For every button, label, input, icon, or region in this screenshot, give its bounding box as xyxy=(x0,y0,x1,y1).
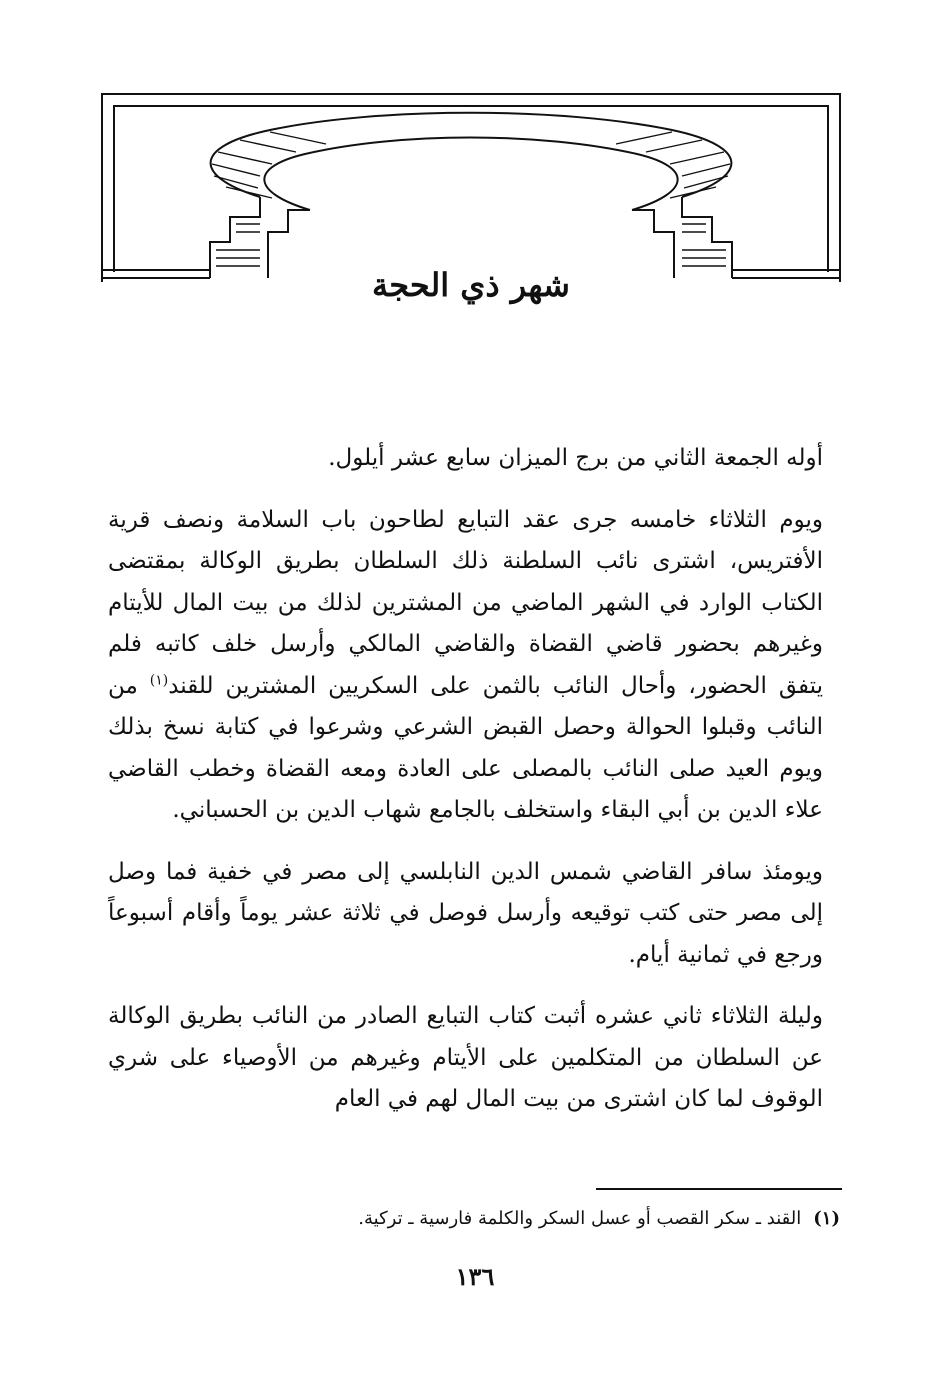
paragraph-4: وليلة الثلاثاء ثاني عشره أثبت كتاب التبايع الصادر من النائب بطريق الوكالة عن السلطان من المتكلمين على الأيتام وغيرهم من الأوصياء على شري الوقوف لما كان اشترى من بيت المال لهم في العام xyxy=(108,1003,823,1112)
paragraph-3: ويومئذ سافر القاضي شمس الدين النابلسي إلى مصر في خفية فما وصل إلى مصر حتى كتب توقيعه وأرسل فوصل في ثلاثة عشر يوماً وأقام أسبوعاً ورجع في ثمانية أيام. xyxy=(108,858,823,968)
body-text xyxy=(108,438,823,1141)
paragraph-1: أوله الجمعة الثاني من برج الميزان سابع عشر أيلول. xyxy=(328,445,823,471)
chapter-title: شهر ذي الحجة xyxy=(372,266,570,304)
page-number: ١٣٦ xyxy=(455,1262,495,1291)
paragraph-2 xyxy=(108,500,823,832)
footnote xyxy=(108,1204,840,1234)
paragraph-2-text: ويوم الثلاثاء خامسه جرى عقد التبايع لطاحون باب السلامة ونصف قرية الأفتريس، اشترى نائب السلطنة ذلك السلطان بطريق الوكالة بمقتضى الكتاب الوارد في الشهر الماضي من المشترين لذلك من بيت المال للأيتام وغيرهم بحضور قاضي القضاة والقاضي المالكي وأرسل خلف كاتبه فلم يتفق الحضور، وأحال النائب بالثمن على السكريين المشترين xyxy=(108,506,824,699)
footnote-text: القند ـ سكر القصب أو عسل السكر والكلمة فارسية ـ تركية. xyxy=(358,1208,802,1229)
decorative-arch-ornament xyxy=(100,92,842,284)
paragraph-2-continuation: من النائب وقبلوا الحوالة وحصل القبض الشرعي وشرعوا في كتابة نسخ بذلك ويوم العيد صلى النائب بالمصلى على العادة ومعه القضاة وخطب القاضي علاء الدين بن أبي البقاء واستخلف بالجامع شهاب الدين بن الحسباني. xyxy=(108,672,824,823)
footnote-divider xyxy=(596,1188,842,1190)
footnote-reference-marker: (١) xyxy=(149,671,169,688)
paragraph-2-ref-word: للقند xyxy=(168,672,214,699)
footnote-number: (١) xyxy=(813,1208,840,1229)
